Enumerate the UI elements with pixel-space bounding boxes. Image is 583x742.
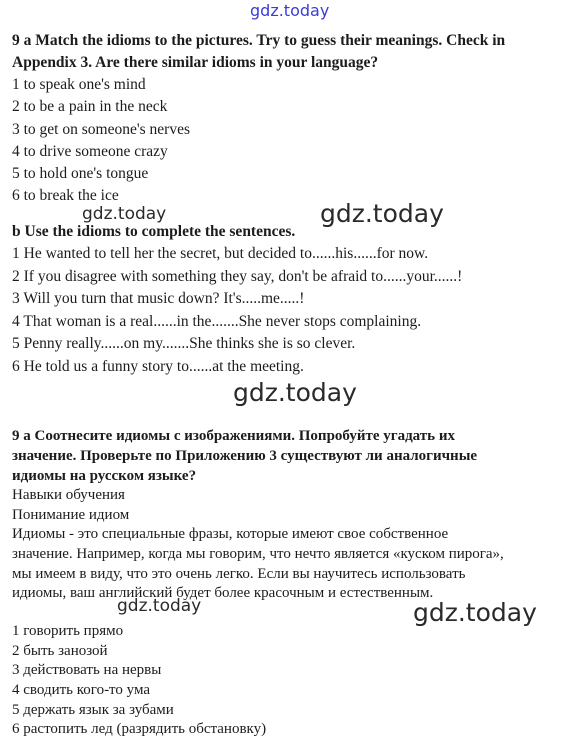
idiom-item: 2 to be a pain in the neck bbox=[12, 98, 168, 115]
ru-idiom-item: 3 действовать на нервы bbox=[12, 662, 162, 678]
ru-idiom-item: 2 быть занозой bbox=[12, 643, 108, 659]
sentence-item: 2 If you disagree with something they say, don't be afraid to......your......! bbox=[12, 268, 463, 285]
ru-subheading: Навыки обучения bbox=[12, 487, 125, 503]
sentence-item: 4 That woman is a real......in the.......She never stops complaining. bbox=[12, 313, 422, 330]
ru-heading: идиомы на русском языке? bbox=[12, 468, 197, 484]
ru-idiom-item: 5 держать язык за зубами bbox=[12, 702, 174, 718]
task-a-heading: Appendix 3. Are there similar idioms in your language? bbox=[12, 54, 379, 71]
ru-paragraph-line: Идиомы - это специальные фразы, которые имеют свое собственное bbox=[12, 526, 449, 542]
ru-idiom-item: 6 растопить лед (разрядить обстановку) bbox=[12, 721, 267, 737]
ru-idiom-item: 1 говорить прямо bbox=[12, 623, 124, 639]
task-b-heading: b Use the idioms to complete the sentences. bbox=[12, 223, 296, 240]
idiom-item: 4 to drive someone crazy bbox=[12, 143, 168, 160]
ru-heading: 9 а Соотнесите идиомы с изображениями. Попробуйте угадать их bbox=[12, 428, 455, 444]
ru-heading: значение. Проверьте по Приложению 3 существуют ли аналогичные bbox=[12, 448, 478, 464]
idiom-item: 1 to speak one's mind bbox=[12, 76, 146, 93]
idiom-item: 3 to get on someone's nerves bbox=[12, 121, 190, 138]
sentence-item: 5 Penny really......on my.......She thinks she is so clever. bbox=[12, 335, 356, 352]
watermark: gdz.today bbox=[320, 199, 444, 228]
sentence-item: 3 Will you turn that music down? It's.....me.....! bbox=[12, 290, 305, 307]
ru-paragraph-line: значение. Например, когда мы говорим, что нечто является «куском пирога», bbox=[12, 546, 504, 562]
watermark: gdz.today bbox=[233, 378, 357, 407]
ru-idiom-item: 4 сводить кого-то ума bbox=[12, 682, 151, 698]
ru-paragraph-line: мы имеем в виду, что это очень легко. Если вы научитесь использовать bbox=[12, 566, 466, 582]
watermark: gdz.today bbox=[117, 596, 202, 616]
idiom-item: 5 to hold one's tongue bbox=[12, 165, 149, 182]
watermark: gdz.today bbox=[413, 598, 537, 627]
ru-subheading: Понимание идиом bbox=[12, 507, 130, 523]
watermark-top: gdz.today bbox=[250, 1, 330, 20]
sentence-item: 6 He told us a funny story to......at the meeting. bbox=[12, 358, 304, 375]
task-a-heading: 9 a Match the idioms to the pictures. Try to guess their meanings. Check in bbox=[12, 32, 506, 49]
sentence-item: 1 He wanted to tell her the secret, but decided to......his......for now. bbox=[12, 245, 429, 262]
idiom-item: 6 to break the ice bbox=[12, 187, 119, 204]
watermark: gdz.today bbox=[82, 204, 167, 224]
ru-paragraph-line: идиомы, ваш английский будет более красочным и естественным. bbox=[12, 585, 434, 601]
